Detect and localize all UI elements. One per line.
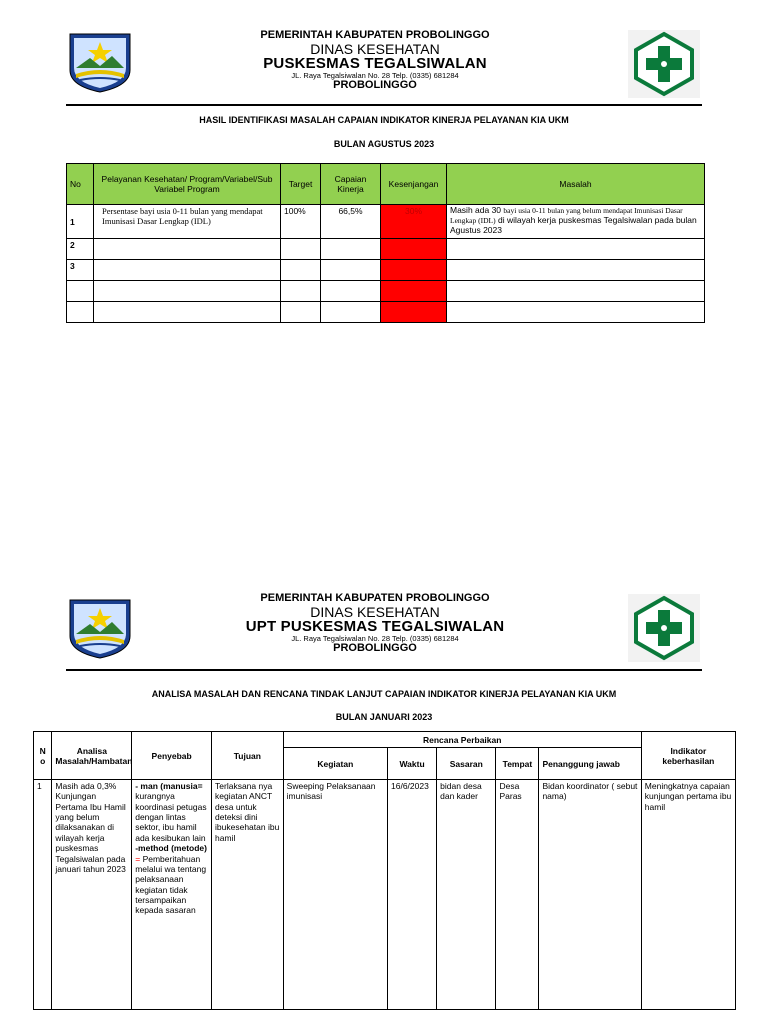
col-header-masalah: Masalah <box>447 164 705 205</box>
col-header-kesenjangan: Kesenjangan <box>381 164 447 205</box>
table-row <box>67 260 705 281</box>
kop-line4: JL. Raya Tegalsiwalan No. 28 Telp. (0335) 681284 <box>291 633 459 643</box>
row-capaian: 66,5% <box>321 205 381 239</box>
row-kesenjangan: 30% <box>381 205 447 239</box>
section1-title: HASIL IDENTIFIKASI MASALAH CAPAIAN INDIKATOR KINERJA PELAYANAN KIA UKM <box>199 115 569 125</box>
col-header-analisa: Analisa Masalah/Hambatan <box>52 732 132 780</box>
penyebab-man-label: - man (manusia= <box>135 781 203 791</box>
row-penanggung: Bidan koordinator ( sebut nama) <box>539 780 641 1010</box>
col-header-rencana: Rencana Perbaikan <box>283 732 641 748</box>
puskesmas-logo <box>628 594 700 662</box>
kop-line3: PUSKESMAS TEGALSIWALAN <box>263 55 487 73</box>
col-header-waktu: Waktu <box>388 748 437 780</box>
row-kesenjangan <box>381 239 447 260</box>
problem-identification-table <box>66 163 705 323</box>
table-row <box>67 302 705 323</box>
letterhead-1 <box>210 30 540 91</box>
section2-title: ANALISA MASALAH DAN RENCANA TINDAK LANJUT CAPAIAN INDIKATOR KINERJA PELAYANAN KIA UKM <box>151 689 617 699</box>
probolinggo-regency-logo <box>66 30 134 94</box>
row-masalah <box>447 205 705 239</box>
row-analisa: Masih ada 0,3% Kunjungan Pertama Ibu Hamil yang belum dilaksanakan di wilayah kerja puskesmas Tegalsiwalan pada januari tahun 2023 <box>52 780 132 1010</box>
letterhead-rule-2 <box>66 669 702 671</box>
masalah-part-b: bayi usia 0-11 bulan yang belum mendapat Imunisasi Dasar Lengkap (IDL) <box>450 206 683 225</box>
row-no: 1 <box>67 205 94 239</box>
row-kesenjangan <box>381 281 447 302</box>
col-header-indikator: Indikator keberhasilan <box>641 732 735 780</box>
table-row <box>67 205 705 239</box>
row-kesenjangan <box>381 302 447 323</box>
table-header-row <box>67 164 705 205</box>
kop-line3: UPT PUSKESMAS TEGALSIWALAN <box>245 618 505 636</box>
letterhead-2 <box>210 593 540 654</box>
col-header-kegiatan: Kegiatan <box>283 748 387 780</box>
col-header-tujuan: Tujuan <box>212 732 284 780</box>
col-header-penyebab: Penyebab <box>132 732 212 780</box>
row-no: 3 <box>67 260 94 281</box>
col-header-pelayanan: Pelayanan Kesehatan/ Program/Variabel/Sub Variabel Program <box>94 164 281 205</box>
letterhead-rule-1 <box>66 104 702 106</box>
penyebab-equals: = <box>135 853 141 864</box>
col-header-tempat: Tempat <box>496 748 539 780</box>
row-kegiatan: Sweeping Pelaksanaan imunisasi <box>283 780 387 1010</box>
row-pelayanan: Persentase bayi usia 0-11 bulan yang mendapat Imunisasi Dasar Lengkap (IDL) <box>94 205 281 239</box>
probolinggo-regency-logo <box>66 596 134 660</box>
row-target: 100% <box>281 205 321 239</box>
col-header-no: No <box>67 164 94 205</box>
row-penyebab <box>132 780 212 1010</box>
col-header-target: Target <box>281 164 321 205</box>
table-header-row <box>34 732 736 748</box>
row-no: 1 <box>34 780 52 1010</box>
kop-line5: PROBOLINGGO <box>333 78 417 91</box>
row-kesenjangan <box>381 260 447 281</box>
col-header-sasaran: Sasaran <box>437 748 496 780</box>
col-header-no: N o <box>34 732 52 780</box>
col-header-capaian: Capaian Kinerja <box>321 164 381 205</box>
row-no: 2 <box>67 239 94 260</box>
section1-subtitle: BULAN AGUSTUS 2023 <box>333 139 435 149</box>
kop-line1: PEMERINTAH KABUPATEN PROBOLINGGO <box>260 592 490 604</box>
row-waktu: 16/6/2023 <box>388 780 437 1010</box>
puskesmas-logo <box>628 30 700 98</box>
kop-line2: DINAS KESEHATAN <box>310 40 440 57</box>
row-sasaran: bidan desa dan kader <box>437 780 496 1010</box>
kop-line1: PEMERINTAH KABUPATEN PROBOLINGGO <box>260 29 490 41</box>
masalah-part-c: di wilayah kerja puskesmas Tegalsiwalan pada bulan Agustus 2023 <box>450 214 697 235</box>
row-tempat: Desa Paras <box>496 780 539 1010</box>
kop-line5: PROBOLINGGO <box>333 641 417 654</box>
action-plan-table <box>33 731 736 1010</box>
penyebab-method-label: -method (metode) <box>135 843 207 854</box>
row-tujuan: Terlaksana nya kegiatan ANCT desa untuk deteksi dini ibukesehatan ibu hamil <box>212 780 284 1010</box>
row-indikator: Meningkatnya capaian kunjungan pertama ibu hamil <box>641 780 735 1010</box>
penyebab-man-text: kurangnya koordinasi petugas dengan lintas sektor, ibu hamil ada kesibukan lain <box>135 791 207 843</box>
penyebab-method-text: Pemberitahuan melalui wa tentang pelaksanaan kegiatan tidak tersampaikan kepada sasaran <box>135 853 207 916</box>
table-row <box>67 239 705 260</box>
kop-line4: JL. Raya Tegalsiwalan No. 28 Telp. (0335) 681284 <box>291 70 459 80</box>
kop-line2: DINAS KESEHATAN <box>310 603 440 620</box>
table-row <box>67 281 705 302</box>
section2-subtitle: BULAN JANUARI 2023 <box>335 712 433 722</box>
masalah-part-a: Masih ada 30 <box>450 205 502 215</box>
col-header-penanggung: Penanggung jawab <box>539 748 641 780</box>
table-row <box>34 780 736 1010</box>
